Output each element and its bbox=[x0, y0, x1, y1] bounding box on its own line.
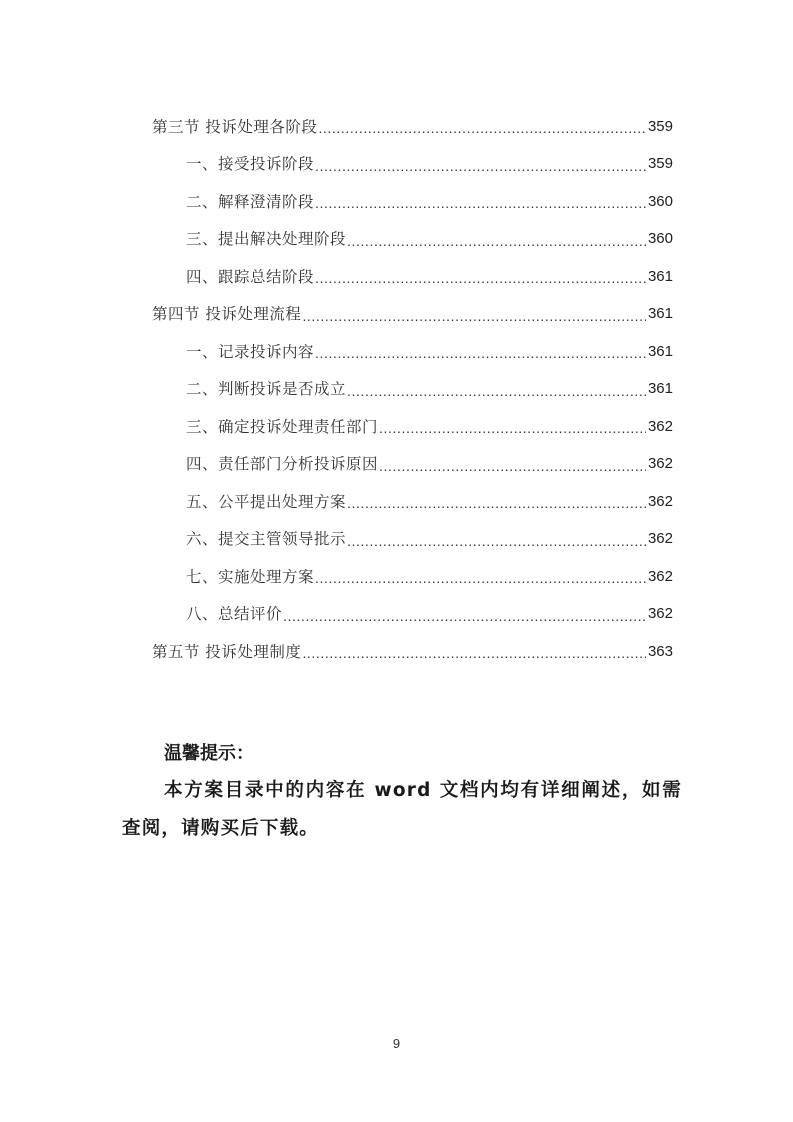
toc-entry[interactable] bbox=[152, 408, 673, 446]
toc-entry-title: 七、实施处理方案 bbox=[186, 565, 315, 589]
toc-entry[interactable] bbox=[152, 521, 673, 559]
toc-entry-title: 第三节 投诉处理各阶段 bbox=[152, 115, 318, 139]
notice-title: 温馨提示： bbox=[164, 743, 254, 764]
toc-entry[interactable] bbox=[152, 371, 673, 409]
toc-leader-dots bbox=[283, 604, 646, 628]
toc-leader-dots bbox=[315, 341, 646, 365]
toc-entry[interactable] bbox=[152, 633, 673, 671]
toc-entry[interactable] bbox=[152, 221, 673, 259]
toc-entry-page: 360 bbox=[647, 230, 673, 248]
toc-entry-page: 362 bbox=[647, 417, 673, 435]
toc-entry-title: 三、提出解决处理阶段 bbox=[186, 227, 347, 251]
toc-entry-title: 一、记录投诉内容 bbox=[186, 340, 315, 364]
notice-box bbox=[122, 736, 682, 848]
toc-leader-dots bbox=[318, 116, 646, 140]
toc-entry[interactable] bbox=[152, 296, 673, 334]
toc-entry-page: 359 bbox=[647, 155, 673, 173]
toc-entry[interactable] bbox=[152, 446, 673, 484]
toc-leader-dots bbox=[315, 266, 646, 290]
toc-entry-title: 一、接受投诉阶段 bbox=[186, 152, 315, 176]
toc-entry-title: 八、总结评价 bbox=[186, 602, 283, 626]
toc-entry-page: 361 bbox=[647, 267, 673, 285]
toc-entry[interactable] bbox=[152, 483, 673, 521]
toc-leader-dots bbox=[379, 454, 646, 478]
toc-leader-dots bbox=[315, 154, 646, 178]
toc-entry-title: 二、解释澄清阶段 bbox=[186, 190, 315, 214]
toc-leader-dots bbox=[347, 229, 646, 253]
toc-entry-page: 361 bbox=[647, 342, 673, 360]
toc-entry-page: 359 bbox=[647, 117, 673, 135]
toc-entry[interactable] bbox=[152, 183, 673, 221]
toc-leader-dots bbox=[347, 529, 646, 553]
toc-leader-dots bbox=[347, 491, 646, 515]
toc-entry-page: 362 bbox=[647, 455, 673, 473]
toc-leader-dots bbox=[315, 191, 646, 215]
table-of-contents bbox=[152, 108, 673, 671]
toc-entry-title: 二、判断投诉是否成立 bbox=[186, 377, 347, 401]
toc-entry[interactable] bbox=[152, 596, 673, 634]
page-number: 9 bbox=[392, 1036, 401, 1051]
toc-entry-page: 361 bbox=[647, 305, 673, 323]
notice-body: 本方案目录中的内容在 word 文档内均有详细阐述，如需查阅，请购买后下载。 bbox=[122, 780, 682, 839]
toc-leader-dots bbox=[347, 379, 646, 403]
toc-entry-title: 六、提交主管领导批示 bbox=[186, 527, 347, 551]
toc-entry-page: 362 bbox=[647, 605, 673, 623]
toc-entry-title: 第四节 投诉处理流程 bbox=[152, 302, 302, 326]
toc-leader-dots bbox=[315, 566, 646, 590]
toc-entry-title: 第五节 投诉处理制度 bbox=[152, 640, 302, 664]
toc-leader-dots bbox=[302, 641, 646, 665]
toc-entry-page: 361 bbox=[647, 380, 673, 398]
toc-entry[interactable] bbox=[152, 108, 673, 146]
toc-entry[interactable] bbox=[152, 558, 673, 596]
toc-entry-title: 四、跟踪总结阶段 bbox=[186, 265, 315, 289]
toc-leader-dots bbox=[379, 416, 646, 440]
toc-entry[interactable] bbox=[152, 258, 673, 296]
toc-entry-page: 362 bbox=[647, 567, 673, 585]
toc-entry-title: 四、责任部门分析投诉原因 bbox=[186, 452, 379, 476]
toc-entry[interactable] bbox=[152, 333, 673, 371]
toc-entry-page: 362 bbox=[647, 530, 673, 548]
toc-entry[interactable] bbox=[152, 146, 673, 184]
toc-leader-dots bbox=[302, 304, 646, 328]
toc-entry-page: 360 bbox=[647, 192, 673, 210]
toc-entry-title: 五、公平提出处理方案 bbox=[186, 490, 347, 514]
toc-entry-title: 三、确定投诉处理责任部门 bbox=[186, 415, 379, 439]
toc-entry-page: 363 bbox=[647, 642, 673, 660]
toc-entry-page: 362 bbox=[647, 492, 673, 510]
